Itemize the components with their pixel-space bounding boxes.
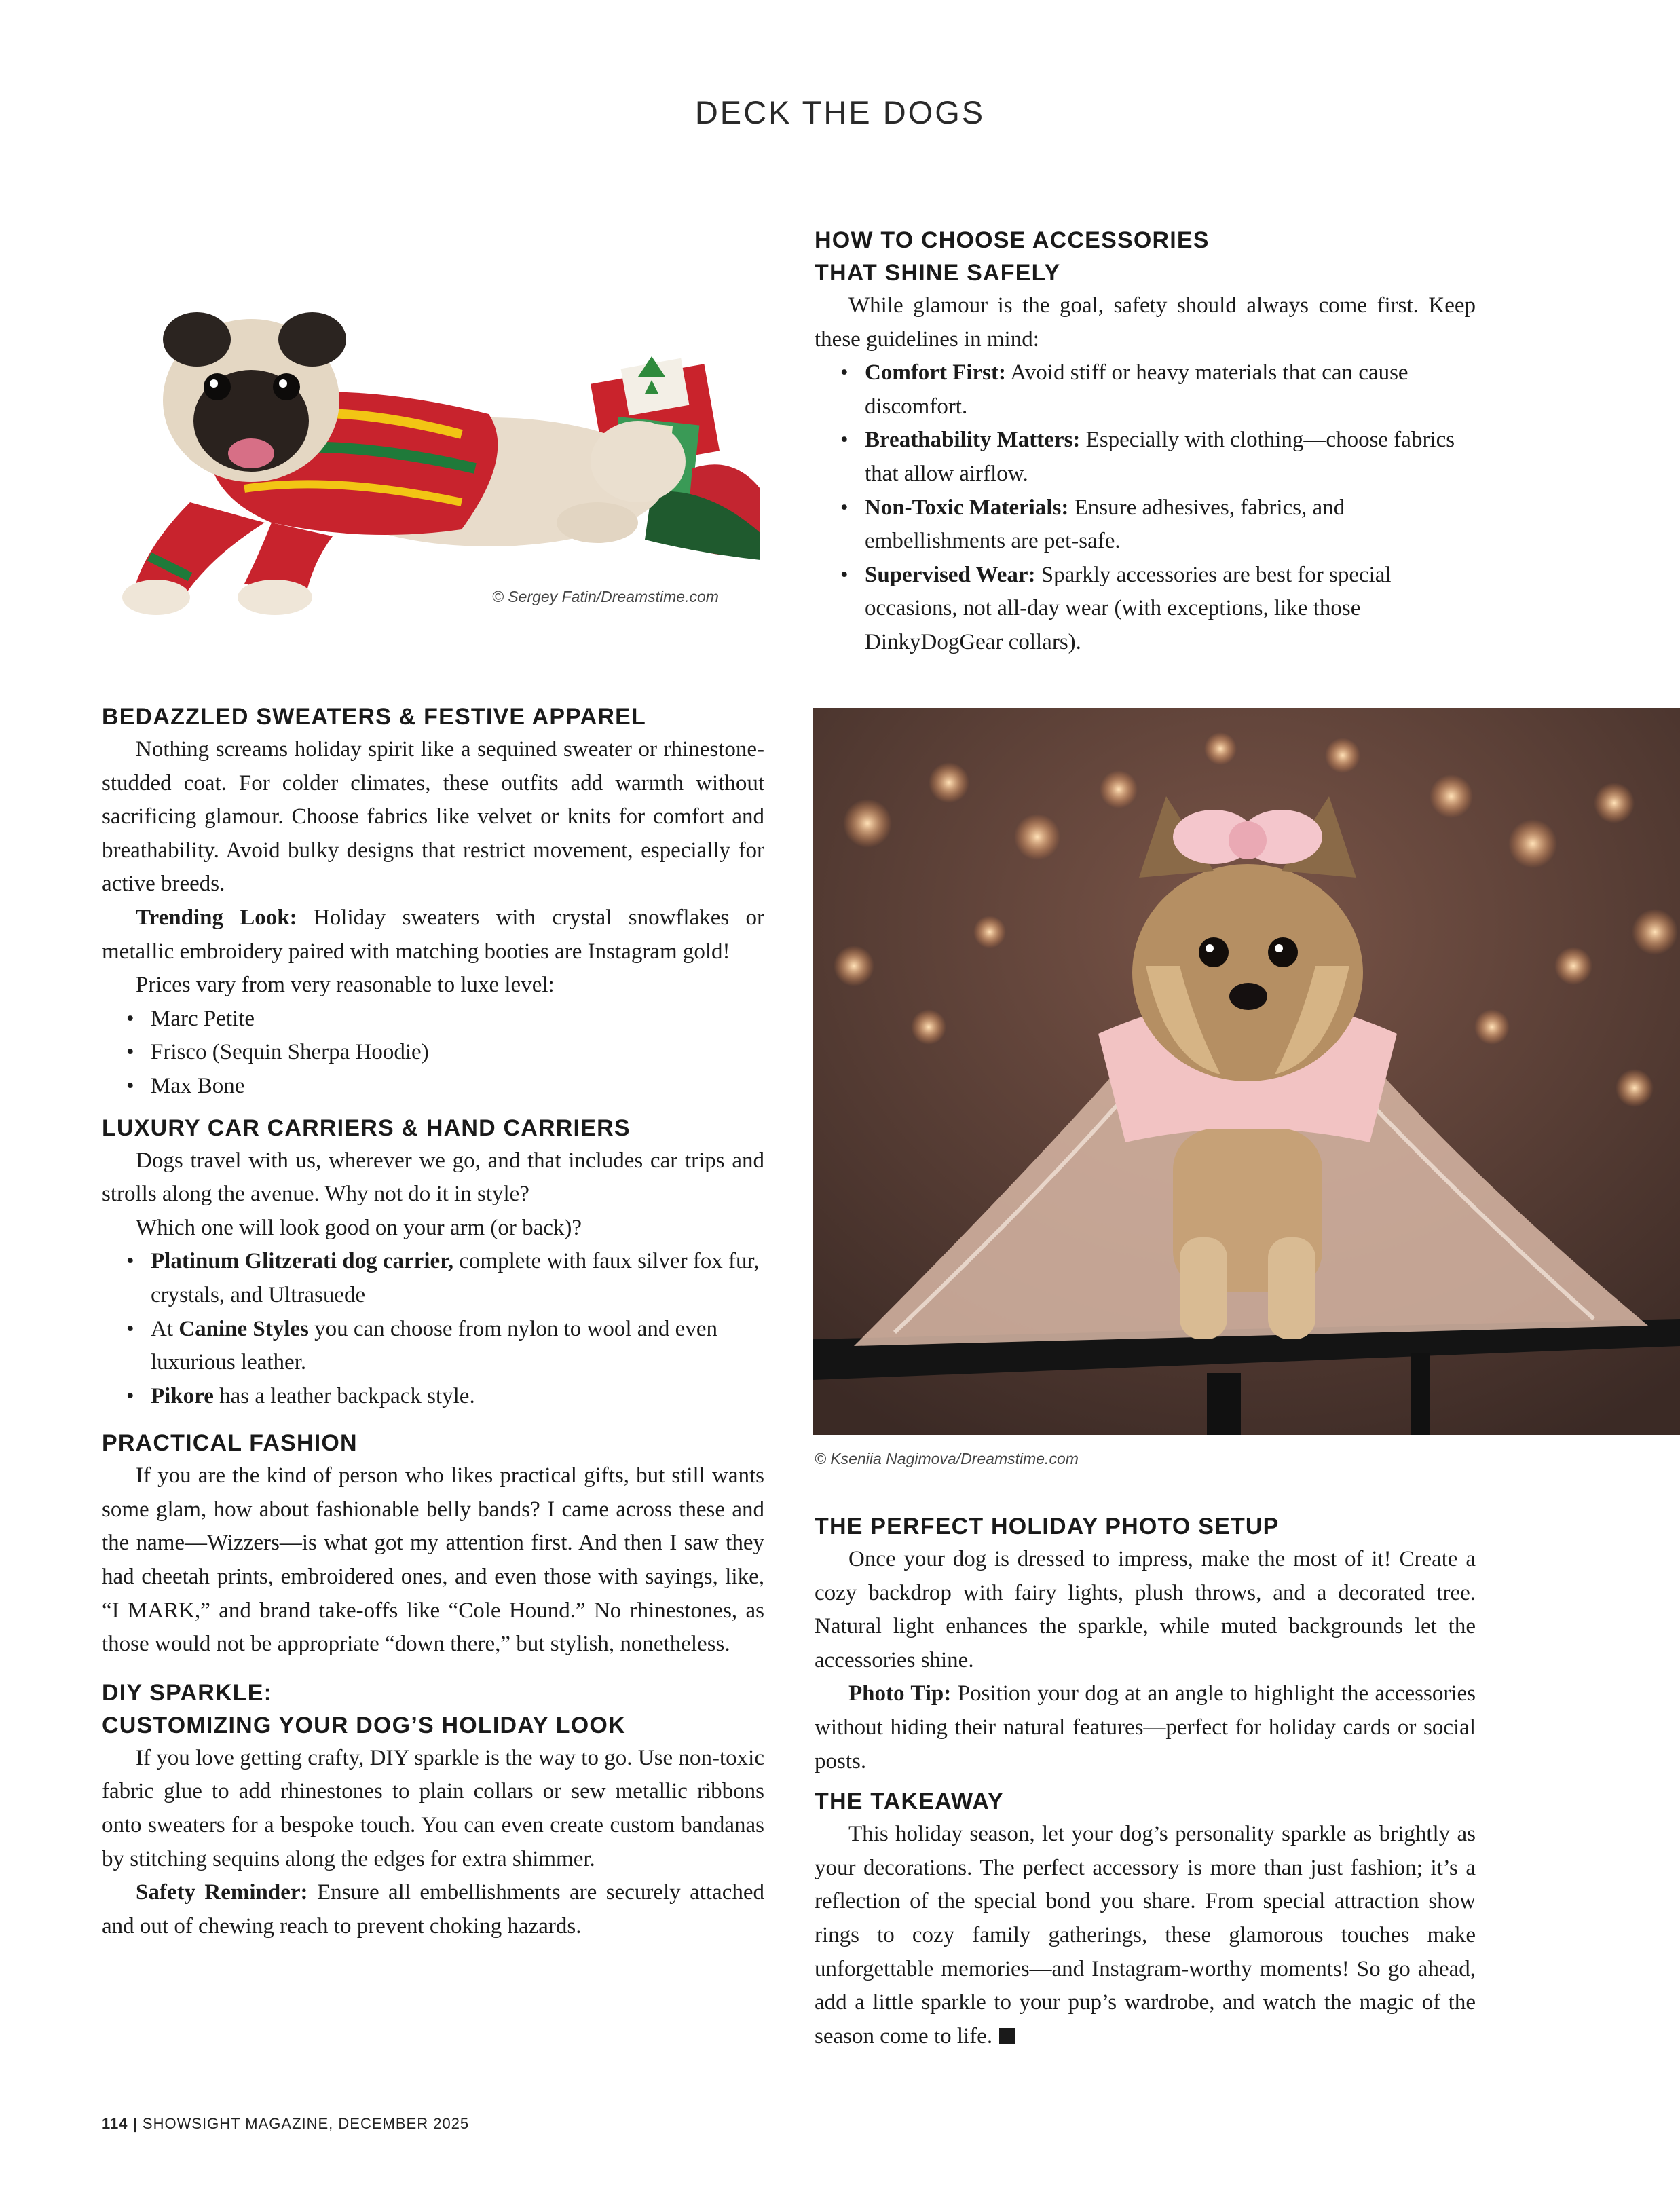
accessories-intro: While glamour is the goal, safety should always come first. Keep these guidelines in mind: <box>815 293 1476 352</box>
carrier-list <box>102 1245 764 1413</box>
list-item: • Comfort First: Avoid stiff or heavy materials that can cause discomfort. <box>815 356 1476 424</box>
pug-photo-credit: © Sergey Fatin/Dreamstime.com <box>492 588 719 605</box>
heading-practical: PRACTICAL FASHION <box>102 1430 358 1457</box>
list-item: • Breathability Matters: Especially with clothing—choose fabrics that allow airflow. <box>815 424 1476 491</box>
takeaway-paragraph: This holiday season, let your dog’s personality sparkle as brightly as your decorations. The perfect accessory is more than just fashion; it’s a reflection of the special bond you share. From special attraction show rings to cozy family gatherings, these glamorous touches make unforgettable memories—and Instagram-worthy moments! So go ahead, add a little sparkle to your pup’s wardrobe, and watch the magic of the season come to life. <box>815 1822 1476 2048</box>
heading-line-1: DIY SPARKLE: <box>102 1679 273 1706</box>
pug-photo <box>109 299 764 624</box>
list-item: • Pikore has a leather backpack style. <box>102 1380 764 1414</box>
right-section-accessories <box>815 224 1476 660</box>
carriers-question: Which one will look good on your arm (or back)? <box>136 1215 582 1240</box>
heading-line-2: CUSTOMIZING YOUR DOG’S HOLIDAY LOOK <box>102 1712 626 1738</box>
carriers-paragraph: Dogs travel with us, wherever we go, and that includes car trips and strolls along the avenue. Why not do it in style? <box>102 1148 764 1207</box>
practical-paragraph: If you are the kind of person who likes practical gifts, but still wants some glam, how about fashionable belly bands? I came across these and the name—Wizzers—is what got my attention first. And then I saw they had cheetah prints, embroidered ones, and even those with sayings, like, “I MARK,” and brand take-offs like “Cole Hound.” No rhinestones, as those would not be appropriate “down there,” but stylish, nonetheless. <box>102 1463 764 1657</box>
page-number: 114 <box>102 2115 128 2132</box>
heading-photo-setup: THE PERFECT HOLIDAY PHOTO SETUP <box>815 1514 1280 1539</box>
heading-line-1: HOW TO CHOOSE ACCESSORIES <box>815 227 1210 253</box>
end-mark-icon <box>999 2028 1015 2044</box>
heading-accessories <box>815 224 1476 289</box>
sweaters-paragraph: Nothing screams holiday spirit like a sequined sweater or rhinestone-studded coat. For colder climates, these outfits add warmth without sacrificing glamour. Choose fabrics like velvet or knits for comfort and breathability. Avoid bulky designs that restrict movement, especially for active breeds. <box>102 737 764 897</box>
safety-reminder-paragraph: Safety Reminder: Ensure all embellishments are securely attached and out of chewing reach to prevent choking hazards. <box>102 1880 764 1939</box>
footer-separator: | <box>132 2115 138 2132</box>
list-item: • Non-Toxic Materials: Ensure adhesives, fabrics, and embellishments are pet-safe. <box>815 491 1476 559</box>
diy-paragraph: If you love getting crafty, DIY sparkle is the way to go. Use non-toxic fabric glue to add rhinestones to plain collars or sew metallic ribbons onto sweaters for a bespoke touch. You can even create custom bandanas by stitching sequins along the edges for extra shimmer. <box>102 1745 764 1871</box>
page-footer <box>102 2115 469 2133</box>
left-column <box>102 700 764 1943</box>
running-head: DECK THE DOGS <box>694 94 986 130</box>
accessories-list <box>815 356 1476 659</box>
list-item: • Marc Petite <box>102 1003 764 1036</box>
right-section-lower <box>815 1510 1476 2053</box>
list-item: • Max Bone <box>102 1070 764 1104</box>
photo-tip-paragraph: Photo Tip: Position your dog at an angle to highlight the accessories without hiding their natural features—perfect for holiday cards or social posts. <box>815 1681 1476 1774</box>
heading-line-2: THAT SHINE SAFELY <box>815 260 1061 286</box>
publication-name: SHOWSIGHT MAGAZINE, DECEMBER 2025 <box>142 2115 470 2132</box>
brand-list <box>102 1003 764 1104</box>
heading-carriers: LUXURY CAR CARRIERS & HAND CARRIERS <box>102 1115 631 1141</box>
trending-look-paragraph: Trending Look: Holiday sweaters with crystal snowflakes or metallic embroidery paired with matching booties are Instagram gold! <box>102 905 764 964</box>
heading-diy <box>102 1677 764 1742</box>
prices-paragraph: Prices vary from very reasonable to luxe level: <box>136 973 555 998</box>
heading-takeaway: THE TAKEAWAY <box>815 1789 1004 1815</box>
list-item: • Frisco (Sequin Sherpa Hoodie) <box>102 1036 764 1070</box>
list-item: • Supervised Wear: Sparkly accessories are best for special occasions, not all-day wear (with exceptions, like those DinkyDogGear collars). <box>815 559 1476 660</box>
list-item: • Platinum Glitzerati dog carrier, complete with faux silver fox fur, crystals, and Ultrasuede <box>102 1245 764 1312</box>
photo-setup-paragraph: Once your dog is dressed to impress, make the most of it! Create a cozy backdrop with fairy lights, plush throws, and a decorated tree. Natural light enhances the sparkle, while muted backgrounds let the accessories shine. <box>815 1547 1476 1672</box>
yorkie-photo <box>813 708 1680 1435</box>
yorkie-photo-credit: © Kseniia Nagimova/Dreamstime.com <box>815 1450 1079 1467</box>
list-item: • At Canine Styles you can choose from nylon to wool and even luxurious leather. <box>102 1313 764 1380</box>
heading-sweaters: BEDAZZLED SWEATERS & FESTIVE APPAREL <box>102 704 646 730</box>
